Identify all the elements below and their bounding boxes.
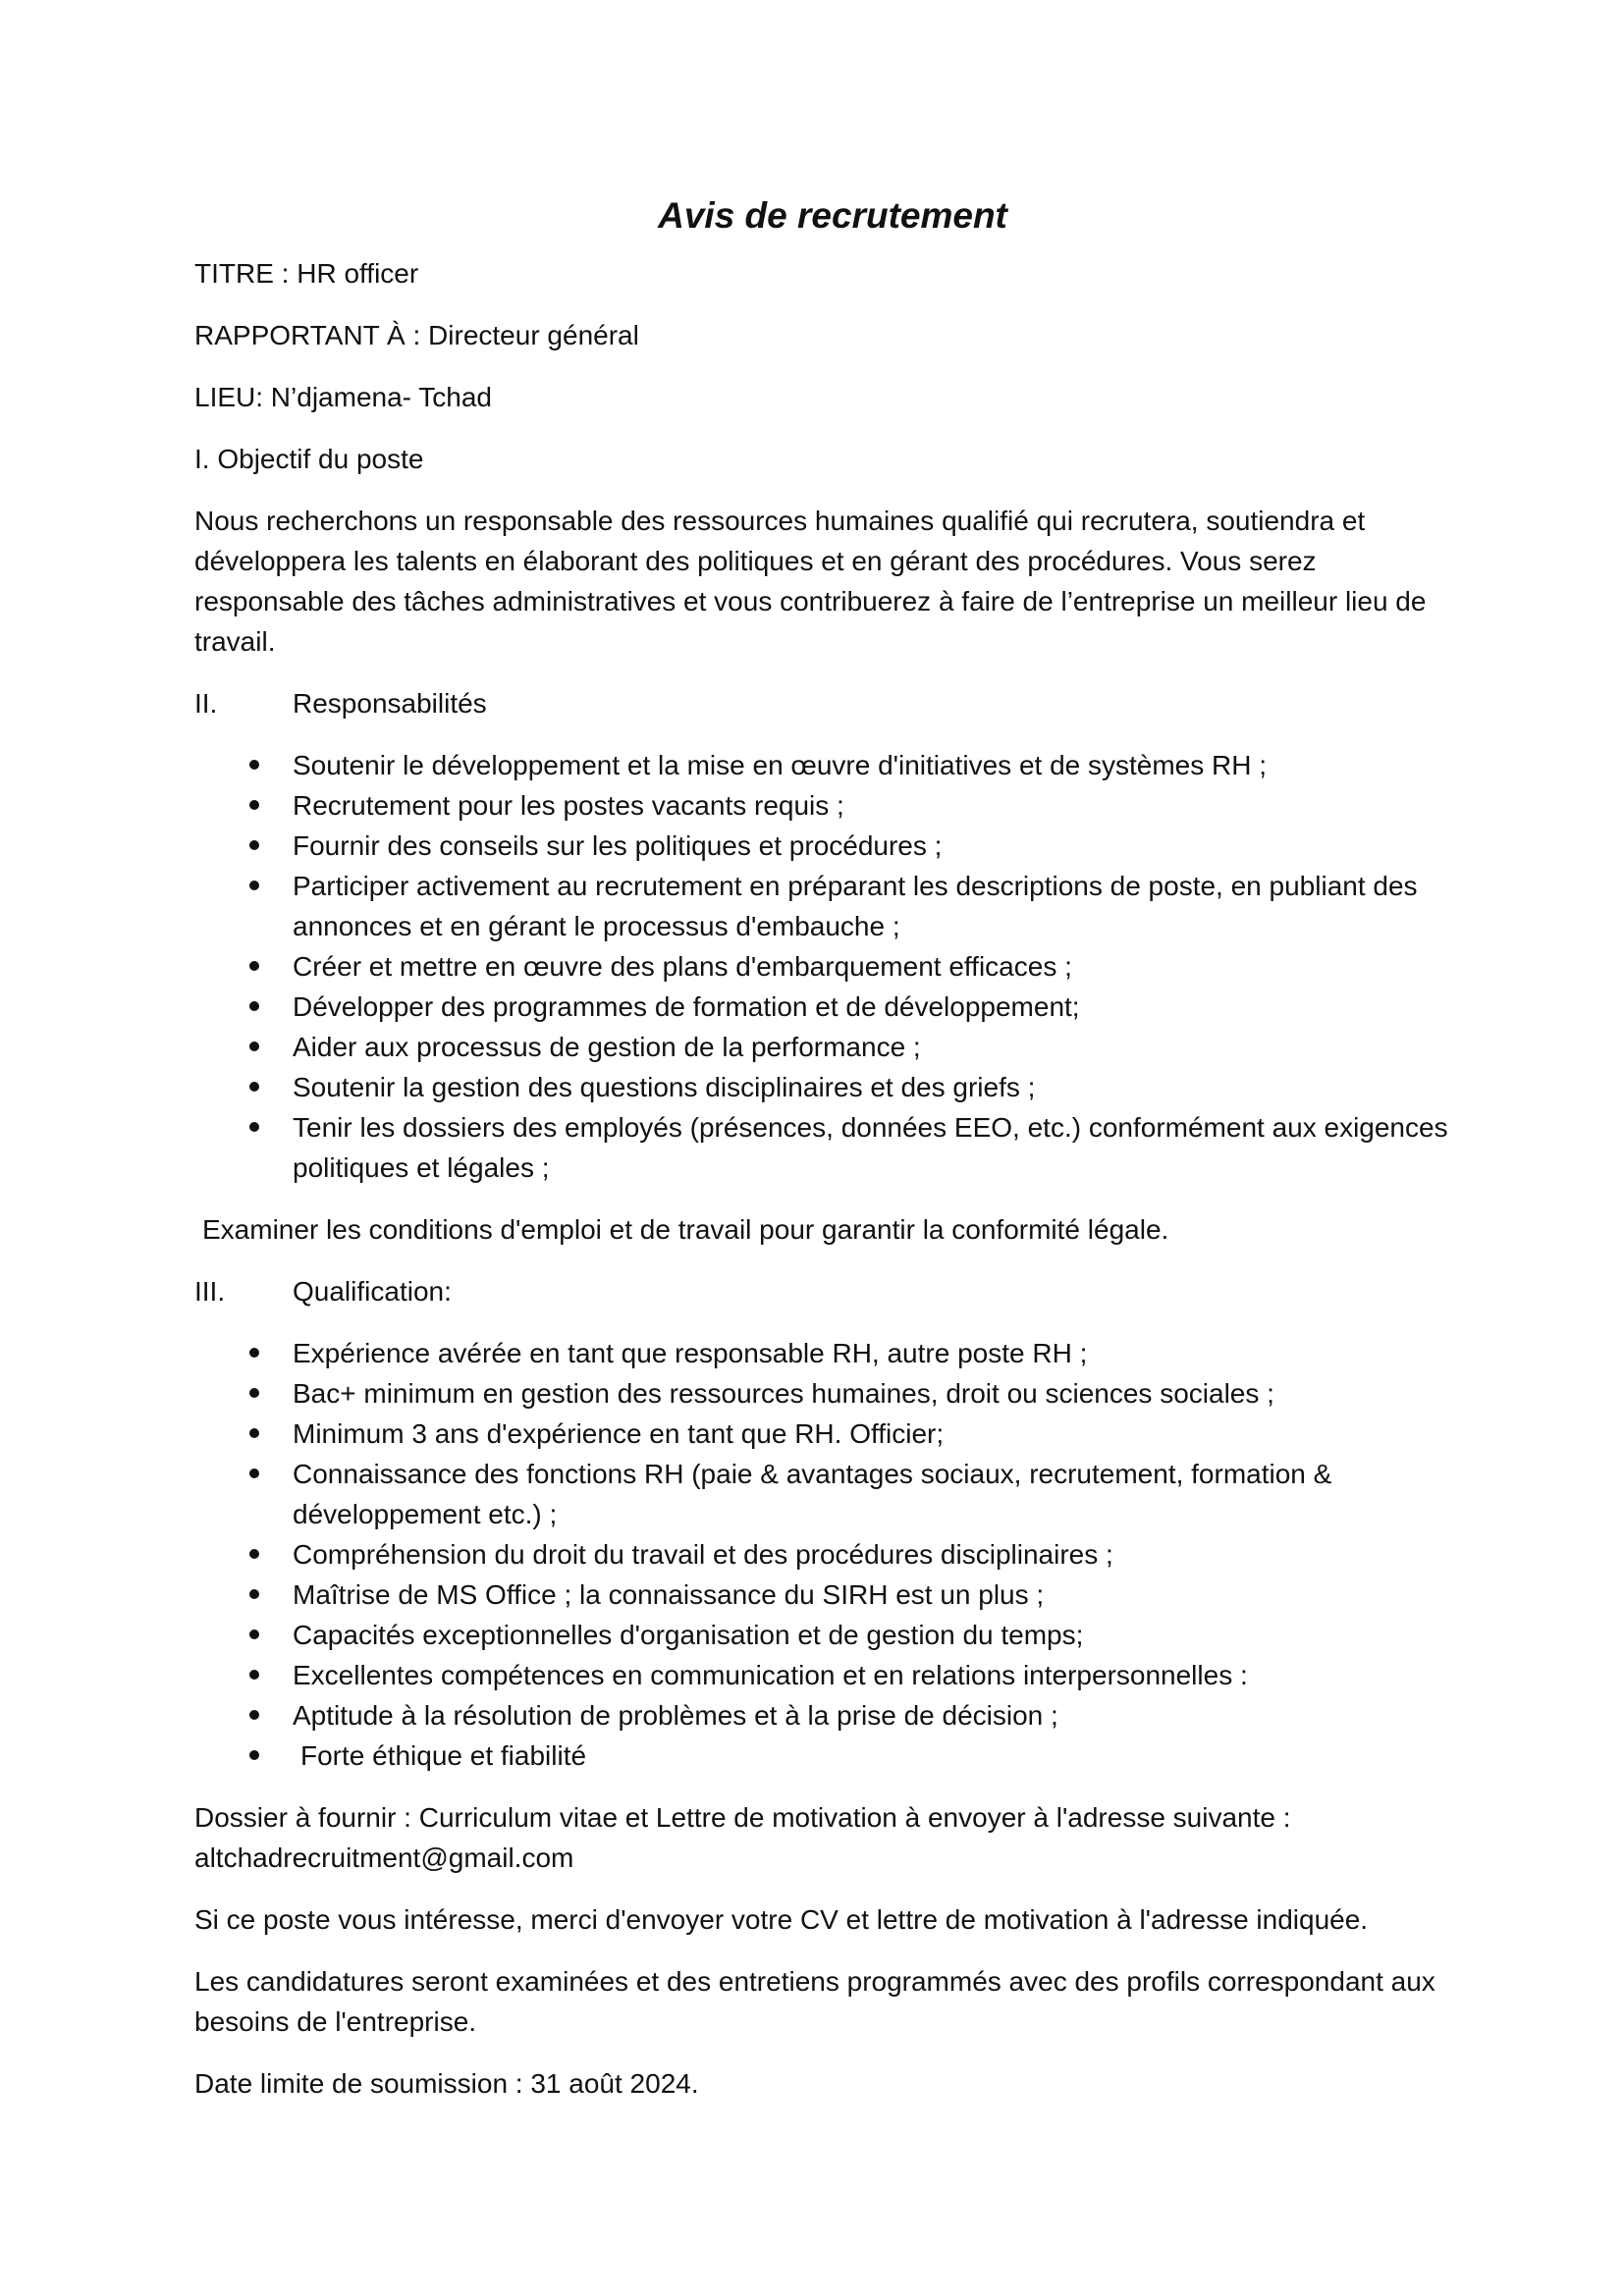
- reports-to-line: RAPPORTANT À : Directeur général: [194, 320, 639, 350]
- list-item-text: Tenir les dossiers des employés (présences, données EEO, etc.) conformément aux exigences politiques et légales ;: [293, 1112, 1448, 1183]
- list-item-text: Minimum 3 ans d'expérience en tant que RH. Officier;: [293, 1418, 945, 1449]
- list-item: [194, 1695, 1451, 1735]
- bullet-icon: [249, 840, 259, 850]
- list-item-text: Aider aux processus de gestion de la performance ;: [293, 1032, 921, 1062]
- objective-heading: I. Objectif du poste: [194, 444, 424, 474]
- objective-paragraph: Nous recherchons un responsable des ressources humaines qualifié qui recrutera, soutiendra et développera les talents en élaborant des politiques et en gérant des procédures. Vous serez responsable des tâches administratives et vous contribuerez à faire de l’entreprise un meilleur lieu de travail.: [194, 506, 1427, 657]
- location-line: LIEU: N’djamena- Tchad: [194, 382, 492, 412]
- bullet-icon: [249, 1549, 259, 1559]
- responsibilities-closing: Examiner les conditions d'emploi et de travail pour garantir la conformité légale.: [202, 1214, 1169, 1245]
- list-item-text: Connaissance des fonctions RH (paie & avantages sociaux, recrutement, formation & développement etc.) ;: [293, 1459, 1332, 1529]
- list-item: [194, 866, 1451, 946]
- bullet-icon: [249, 1388, 259, 1398]
- list-item: [194, 1414, 1451, 1454]
- list-item-text: Capacités exceptionnelles d'organisation et de gestion du temps;: [293, 1620, 1084, 1650]
- bullet-icon: [249, 1750, 259, 1760]
- list-item-text: Bac+ minimum en gestion des ressources humaines, droit ou sciences sociales ;: [293, 1378, 1274, 1409]
- list-item: [194, 1333, 1451, 1373]
- list-item: [194, 987, 1451, 1027]
- list-item-text: Créer et mettre en œuvre des plans d'embarquement efficaces ;: [293, 951, 1072, 982]
- bullet-icon: [249, 881, 259, 890]
- bullet-icon: [249, 760, 259, 770]
- list-item-text: Aptitude à la résolution de problèmes et à la prise de décision ;: [293, 1700, 1058, 1731]
- document-body: [194, 192, 1451, 2125]
- bullet-icon: [249, 800, 259, 810]
- dossier-line: Dossier à fournir : Curriculum vitae et Lettre de motivation à envoyer à l'adresse suivante :: [194, 1802, 1291, 1833]
- list-item: [194, 1373, 1451, 1414]
- list-item: [194, 1735, 1451, 1776]
- bullet-icon: [249, 961, 259, 971]
- list-item-text: Compréhension du droit du travail et des procédures disciplinaires ;: [293, 1539, 1113, 1570]
- list-item-text: Soutenir le développement et la mise en œuvre d'initiatives et de systèmes RH ;: [293, 750, 1268, 780]
- bullet-icon: [249, 1041, 259, 1051]
- list-item-text: Excellentes compétences en communication et en relations interpersonnelles :: [293, 1660, 1248, 1690]
- bullet-icon: [249, 1122, 259, 1132]
- bullet-icon: [249, 1468, 259, 1478]
- list-item: [194, 785, 1451, 826]
- contact-email: altchadrecruitment@gmail.com: [194, 1842, 574, 1873]
- section-number: III.: [194, 1276, 226, 1307]
- qualification-heading: [194, 1271, 1451, 1311]
- list-item-text: Maîtrise de MS Office ; la connaissance du SIRH est un plus ;: [293, 1579, 1045, 1610]
- bullet-icon: [249, 1348, 259, 1358]
- list-item: [194, 826, 1451, 866]
- list-item: [194, 1615, 1451, 1655]
- list-item: [194, 1107, 1451, 1188]
- list-item: [194, 1454, 1451, 1534]
- list-item-text: Participer activement au recrutement en préparant les descriptions de poste, en publiant des annonces et en gérant le processus d'embauche ;: [293, 871, 1418, 941]
- list-item-text: Fournir des conseils sur les politiques et procédures ;: [293, 830, 943, 861]
- list-item-text: Soutenir la gestion des questions disciplinaires et des griefs ;: [293, 1072, 1036, 1102]
- bullet-icon: [249, 1670, 259, 1680]
- responsibilities-heading: [194, 683, 1451, 723]
- job-title-line: TITRE : HR officer: [194, 258, 419, 289]
- section-heading-text: Responsabilités: [293, 688, 487, 719]
- bullet-icon: [249, 1629, 259, 1639]
- interest-paragraph: Si ce poste vous intéresse, merci d'envoyer votre CV et lettre de motivation à l'adresse indiquée.: [194, 1904, 1369, 1935]
- section-number: II.: [194, 688, 218, 719]
- list-item: [194, 1655, 1451, 1695]
- bullet-icon: [249, 1082, 259, 1092]
- responsibilities-list: [194, 745, 1451, 1188]
- list-item: [194, 946, 1451, 987]
- bullet-icon: [249, 1428, 259, 1438]
- list-item: [194, 745, 1451, 785]
- list-item: [194, 1067, 1451, 1107]
- list-item: [194, 1575, 1451, 1615]
- qualification-list: [194, 1333, 1451, 1776]
- list-item-text: Développer des programmes de formation et de développement;: [293, 991, 1080, 1022]
- bullet-icon: [249, 1710, 259, 1720]
- section-heading-text: Qualification:: [293, 1276, 452, 1307]
- review-paragraph: Les candidatures seront examinées et des entretiens programmés avec des profils correspondant aux besoins de l'entreprise.: [194, 1966, 1435, 2037]
- bullet-icon: [249, 1001, 259, 1011]
- list-item-text: Expérience avérée en tant que responsable RH, autre poste RH ;: [293, 1338, 1088, 1368]
- deadline-line: Date limite de soumission : 31 août 2024.: [194, 2068, 699, 2099]
- bullet-icon: [249, 1589, 259, 1599]
- list-item: [194, 1027, 1451, 1067]
- page-title: Avis de recrutement: [658, 195, 1007, 236]
- list-item-text: Recrutement pour les postes vacants requis ;: [293, 790, 844, 821]
- list-item: [194, 1534, 1451, 1575]
- dossier-paragraph: [194, 1797, 1451, 1878]
- list-item-text: Forte éthique et fiabilité: [300, 1740, 587, 1771]
